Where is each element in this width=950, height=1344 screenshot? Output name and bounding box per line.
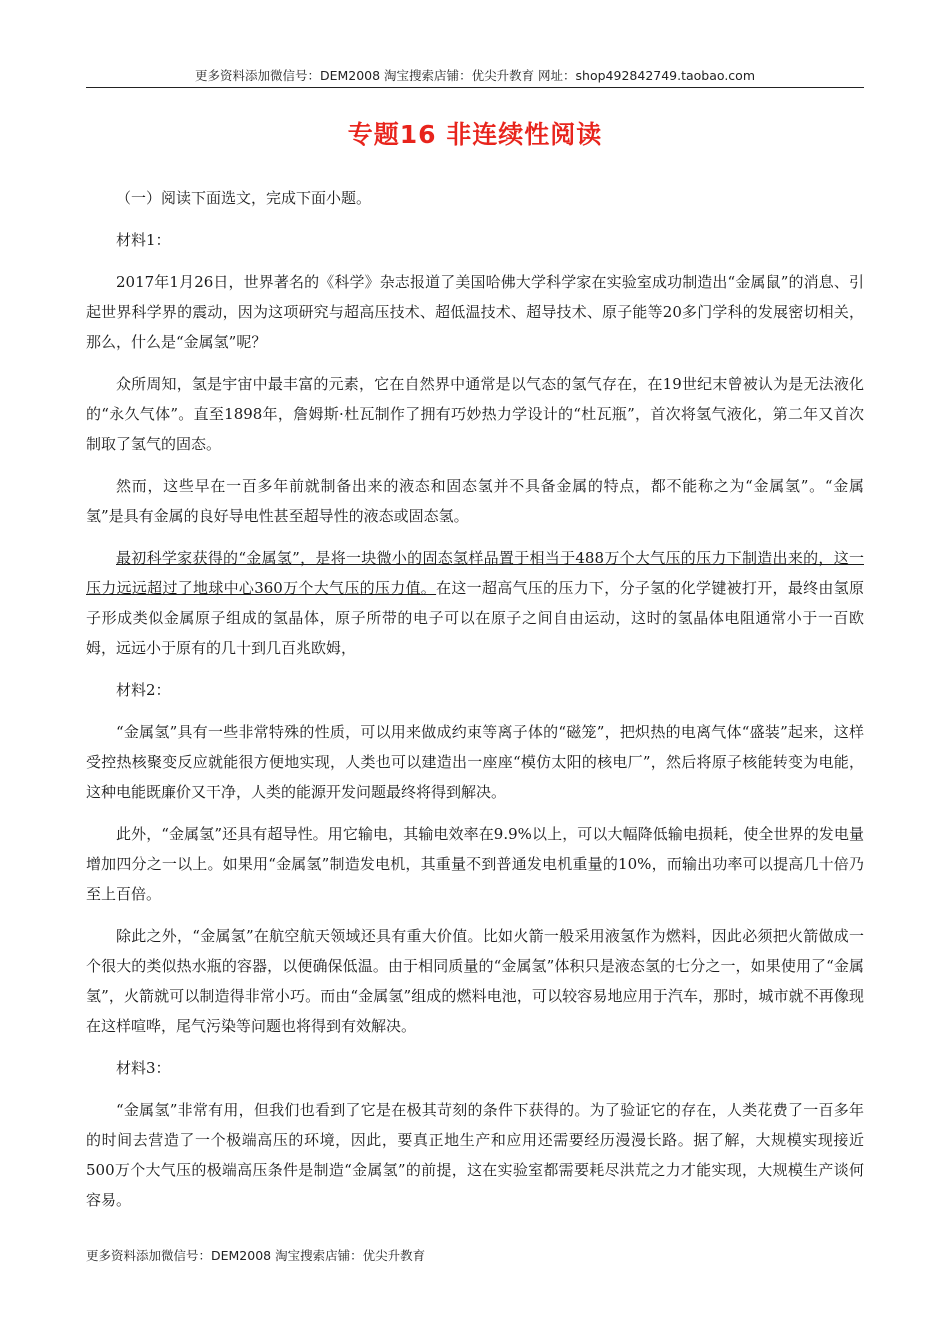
page-title: 专题16 非连续性阅读 — [347, 120, 603, 149]
page-header: 更多资料添加微信号：DEM2008 淘宝搜索店铺：优尖升教育 网址：shop492842749.taobao.com — [194, 68, 756, 83]
material-1-paragraph-1: 2017年1月26日，世界著名的《科学》杂志报道了美国哈佛大学科学家在实验室成功制造出“金属鼠”的消息、引起世界科学界的震动，因为这项研究与超高压技术、超低温技术、超导技术、原子能等20多门学科的发展密切相关，那么，什么是“金属氢”呢？ — [86, 273, 864, 351]
material-1-paragraph-3: 然而，这些早在一百多年前就制备出来的液态和固态氢并不具备金属的特点，都不能称之为“金属氢”。“金属氢”是具有金属的良好导电性甚至超导性的液态或固态氢。 — [86, 477, 864, 525]
material-2-paragraph-3: 除此之外，“金属氢”在航空航天领域还具有重大价值。比如火箭一般采用液氢作为燃料，因此必须把火箭做成一个很大的类似热水瓶的容器，以便确保低温。由于相同质量的“金属氢”体积只是液态氢的七分之一，如果使用了“金属氢”，火箭就可以制造得非常小巧。而由“金属氢”组成的燃料电池，可以较容易地应用于汽车，那时，城市就不再像现在这样喧哗，尾气污染等问题也将得到有效解决。 — [86, 927, 864, 1035]
page-footer: 更多资料添加微信号：DEM2008 淘宝搜索店铺：优尖升教育 — [86, 1248, 426, 1263]
intro-paragraph: （一）阅读下面选文，完成下面小题。 — [116, 189, 372, 207]
material-2-paragraph-2: 此外，“金属氢”还具有超导性。用它输电，其输电效率在9.9%以上，可以大幅降低输电损耗，使全世界的发电量增加四分之一以上。如果用“金属氢”制造发电机，其重量不到普通发电机重量的10%，而输出功率可以提高几十倍乃至上百倍。 — [86, 825, 864, 903]
header-divider — [86, 87, 864, 88]
underlined-sentence: 最初科学家获得的“金属氢”，是将一块微小的固态氢样品置于相当于488万个大气压的压力下制造出来的，这一压力远远超过了地球中心360万个大气压的压力值。 — [86, 549, 864, 597]
material-3-paragraph-1: “金属氢”非常有用，但我们也看到了它是在极其苛刻的条件下获得的。为了验证它的存在，人类花费了一百多年的时间去营造了一个极端高压的环境，因此，要真正地生产和应用还需要经历漫漫长路。据了解，大规模实现接近500万个大气压的极端高压条件是制造“金属氢”的前提，这在实验室都需要耗尽洪荒之力才能实现，大规模生产谈何容易。 — [86, 1101, 864, 1209]
material-1-label: 材料1： — [116, 231, 171, 249]
article-body — [86, 183, 864, 1227]
material-1-paragraph-2: 众所周知，氢是宇宙中最丰富的元素，它在自然界中通常是以气态的氢气存在，在19世纪末曾被认为是无法液化的“永久气体”。直至1898年，詹姆斯·杜瓦制作了拥有巧妙热力学设计的“杜瓦瓶”，首次将氢气液化，第二年又首次制取了氢气的固态。 — [86, 375, 864, 453]
material-2-paragraph-1: “金属氢”具有一些非常特殊的性质，可以用来做成约束等离子体的“磁笼”，把炽热的电离气体“盛装”起来，这样受控热核聚变反应就能很方便地实现，人类也可以建造出一座座“模仿太阳的核电厂”，然后将原子核能转变为电能，这种电能既廉价又干净，人类的能源开发问题最终将得到解决。 — [86, 723, 864, 801]
paragraph-continuation: 在这一超高气压的压力下，分子氢的化学键被打开，最终由氢原子形成类似金属原子组成的氢晶体，原子所带的电子可以在原子之间自由运动，这时的氢晶体电阻通常小于一百欧姆，远远小于原有的几十到几百兆欧姆， — [86, 579, 864, 657]
material-1-paragraph-4 — [86, 543, 864, 663]
material-3-label: 材料3： — [116, 1059, 171, 1077]
material-2-label: 材料2： — [116, 681, 171, 699]
